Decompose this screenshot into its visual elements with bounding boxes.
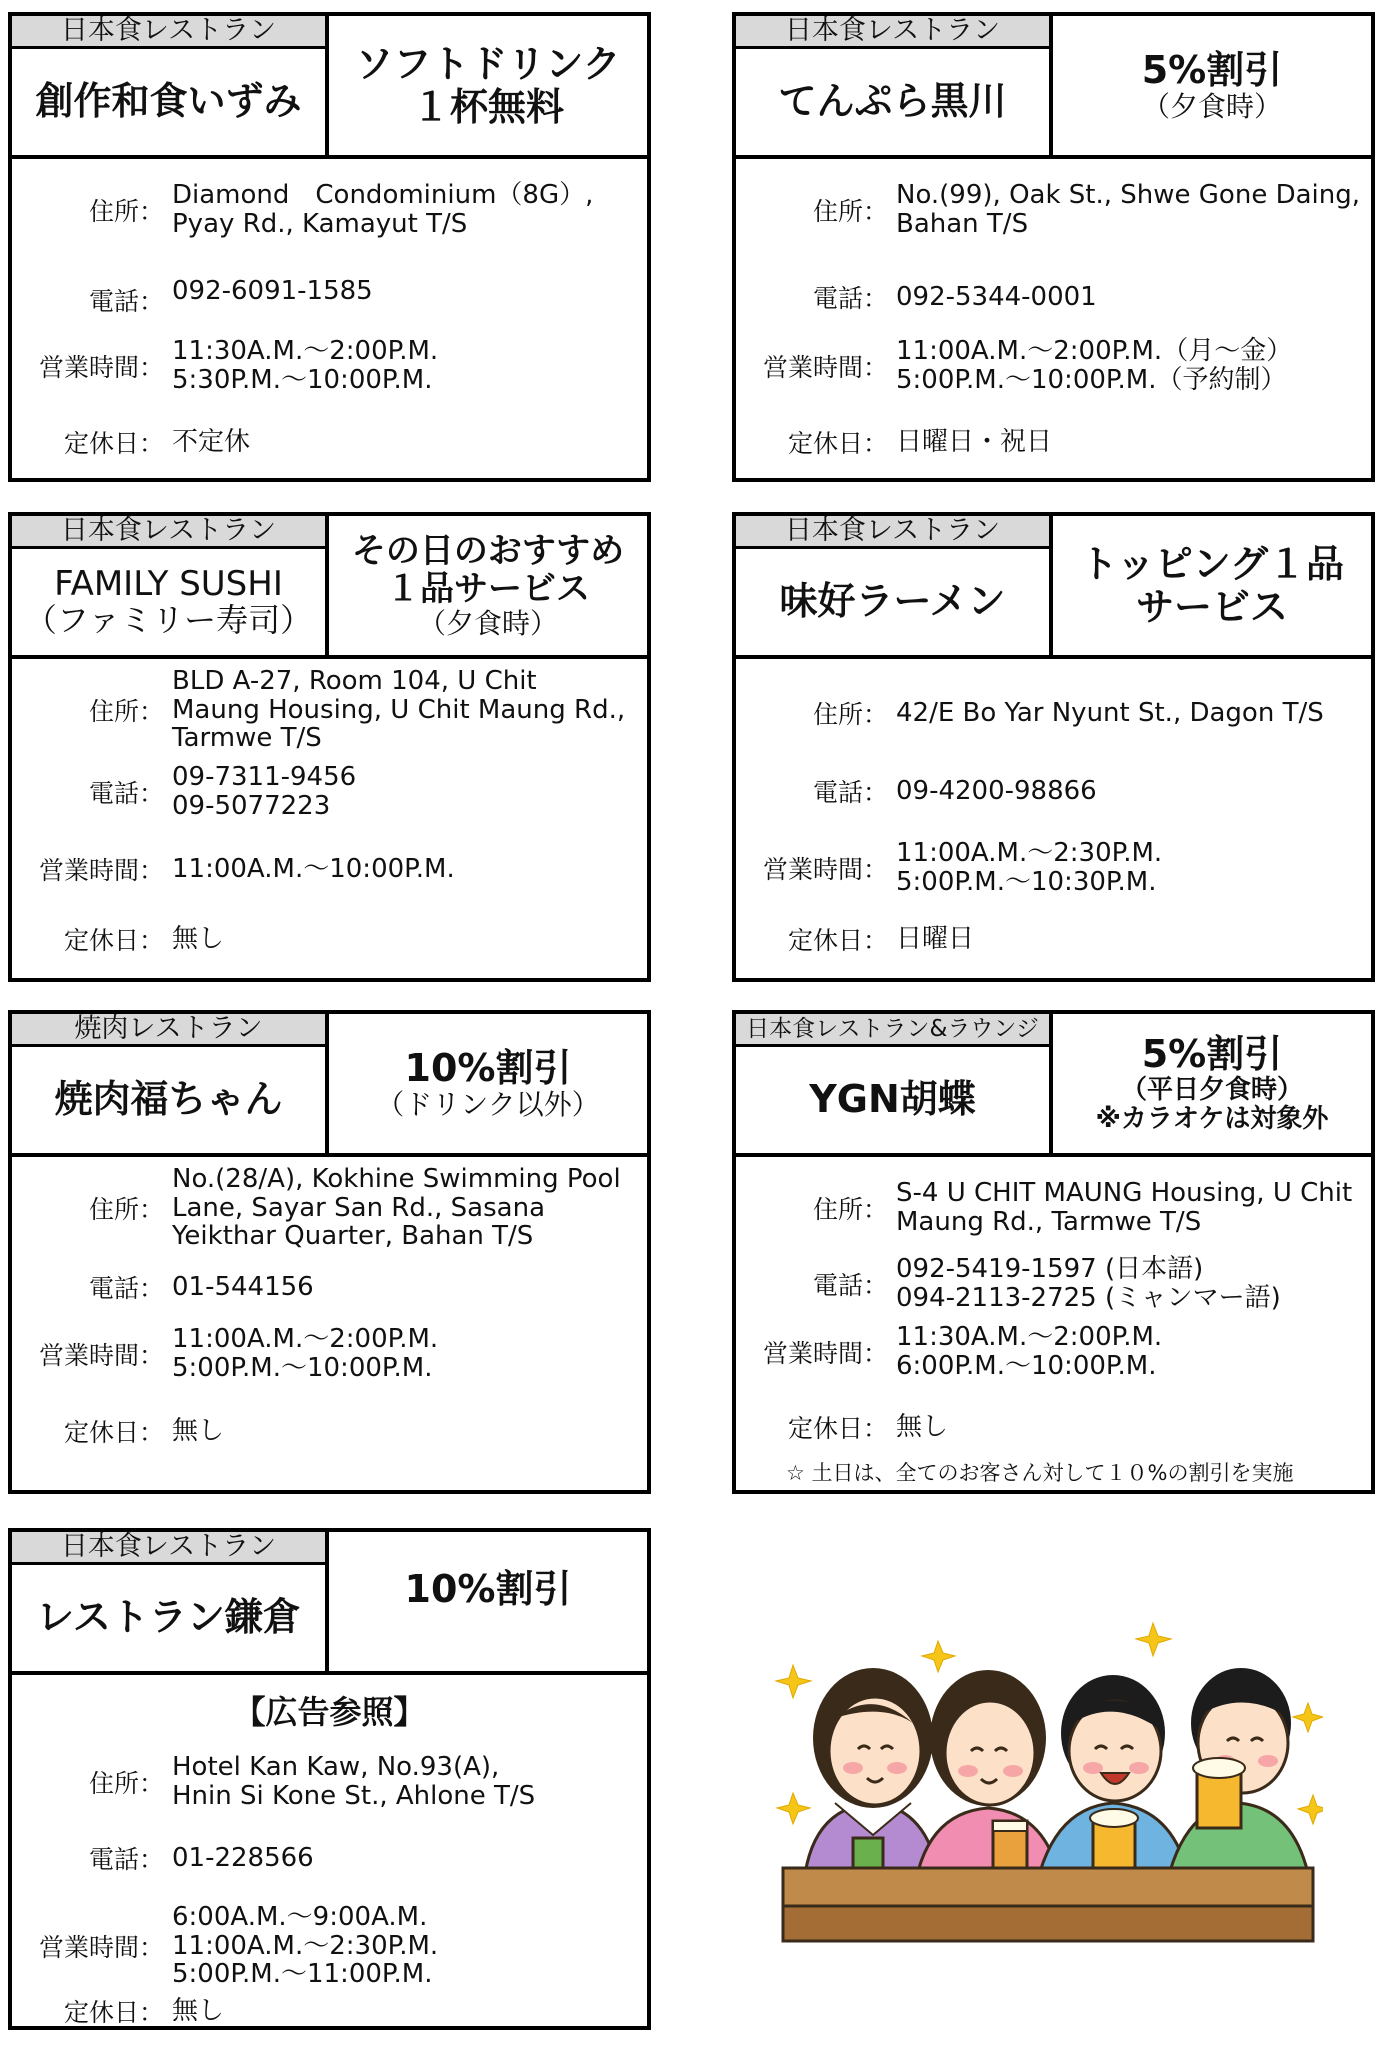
address-label: 住所： bbox=[812, 1194, 888, 1224]
holiday-label: 定休日： bbox=[63, 429, 164, 458]
restaurant-name: 創作和食いずみ bbox=[35, 79, 302, 124]
holiday-label: 定休日： bbox=[787, 429, 888, 458]
hours-label: 営業時間： bbox=[38, 856, 164, 885]
address-label: 住所： bbox=[88, 1768, 164, 1798]
offer-main: 5%割引 bbox=[1141, 47, 1283, 92]
address-value: No.(28/A), Kokhine Swimming Pool Lane, Sayar San Rd., Sasana Yeikthar Quarter, Bahan T/S bbox=[172, 1164, 621, 1252]
address-label: 住所： bbox=[812, 196, 888, 226]
offer-box bbox=[329, 1532, 647, 1671]
offer-main: その日のおすすめ １品サービス bbox=[351, 530, 625, 609]
address-value: No.(99), Oak St., Shwe Gone Daing, Bahan T/S bbox=[896, 180, 1361, 239]
offer-main: 10%割引 bbox=[404, 1045, 572, 1090]
holiday-value: 不定休 bbox=[172, 426, 251, 457]
address-value: Diamond Condominium（8G）, Pyay Rd., Kamayut T/S bbox=[172, 180, 594, 239]
holiday-value: 日曜日・祝日 bbox=[896, 426, 1053, 457]
hours-value: 11:00A.M.～2:00P.M.（月～金） 5:00P.M.～10:00P.M.（予約制） bbox=[896, 336, 1293, 395]
offer-box bbox=[329, 1014, 647, 1153]
offer-main: 10%割引 bbox=[404, 1567, 572, 1611]
restaurant-category: 日本食レストラン bbox=[736, 516, 1049, 549]
phone-value: 01-544156 bbox=[172, 1271, 314, 1302]
offer-main: トッピング１品 サービス bbox=[1079, 541, 1345, 629]
restaurant-category: 日本食レストラン bbox=[736, 16, 1049, 49]
hours-label: 営業時間： bbox=[762, 352, 888, 382]
address-label: 住所： bbox=[88, 1194, 164, 1224]
restaurant-category: 日本食レストラン bbox=[12, 516, 325, 549]
weekend-discount-note: ☆ 土日は、全てのお客さん対して１０%の割引を実施 bbox=[786, 1461, 1294, 1485]
address-value: BLD A-27, Room 104, U Chit Maung Housing, U Chit Maung Rd., Tarmwe T/S bbox=[172, 666, 626, 754]
hours-value: 11:30A.M.～2:00P.M. 6:00P.M.～10:00P.M. bbox=[896, 1322, 1163, 1381]
offer-box bbox=[1053, 516, 1371, 655]
address-label: 住所： bbox=[88, 196, 164, 226]
phone-value: 01-228566 bbox=[172, 1842, 314, 1873]
phone-label: 電話： bbox=[88, 778, 164, 808]
phone-label: 電話： bbox=[88, 287, 164, 316]
restaurant-name: YGN胡蝶 bbox=[809, 1077, 976, 1122]
phone-value: 092-5419-1597 (日本語) 094-2113-2725 (ミャンマー語) bbox=[896, 1254, 1281, 1313]
offer-sub: （夕食時） bbox=[1141, 90, 1282, 124]
phone-value: 09-7311-9456 09-5077223 bbox=[172, 762, 357, 821]
offer-sub: （平日夕食時） ※カラオケは対象外 bbox=[1095, 1074, 1329, 1134]
phone-label: 電話： bbox=[88, 1845, 164, 1874]
hours-label: 営業時間： bbox=[38, 1340, 164, 1370]
person-2 bbox=[913, 1670, 1063, 1898]
offer-box bbox=[1053, 16, 1371, 155]
restaurant-card-ajiyoshi-ramen bbox=[732, 512, 1375, 982]
restaurant-card-kurokawa bbox=[732, 12, 1375, 482]
phone-value: 092-5344-0001 bbox=[896, 281, 1097, 312]
address-label: 住所： bbox=[812, 700, 888, 729]
restaurant-card-family-sushi bbox=[8, 512, 651, 982]
phone-label: 電話： bbox=[812, 778, 888, 807]
ad-reference: 【広告参照】 bbox=[233, 1693, 426, 1731]
table bbox=[783, 1868, 1313, 1941]
restaurant-name-box bbox=[12, 549, 325, 655]
phone-label: 電話： bbox=[88, 1274, 164, 1303]
people-toasting-drinks-illustration bbox=[763, 1603, 1323, 1943]
offer-box bbox=[329, 516, 647, 655]
hours-label: 営業時間： bbox=[762, 854, 888, 884]
restaurant-name-sub: （ファミリー寿司） bbox=[24, 601, 313, 640]
holiday-label: 定休日： bbox=[63, 926, 164, 955]
hours-label: 営業時間： bbox=[38, 352, 164, 382]
restaurant-card-izumi bbox=[8, 12, 651, 482]
restaurant-name: FAMILY SUSHI bbox=[54, 563, 283, 604]
holiday-label: 定休日： bbox=[787, 926, 888, 955]
hours-value: 6:00A.M.～9:00A.M. 11:00A.M.～2:30P.M. 5:00P.M.～11:00P.M. bbox=[172, 1902, 439, 1990]
offer-main: 5%割引 bbox=[1141, 1032, 1283, 1077]
holiday-label: 定休日： bbox=[63, 1418, 164, 1447]
hours-value: 11:00A.M.～10:00P.M. bbox=[172, 853, 455, 884]
hours-label: 営業時間： bbox=[38, 1932, 164, 1962]
offer-box bbox=[1053, 1014, 1371, 1153]
hours-value: 11:30A.M.～2:00P.M. 5:30P.M.～10:00P.M. bbox=[172, 336, 439, 395]
restaurant-category: 焼肉レストラン bbox=[12, 1014, 325, 1047]
restaurant-name: 味好ラーメン bbox=[779, 579, 1006, 624]
address-label: 住所： bbox=[88, 696, 164, 726]
address-value: 42/E Bo Yar Nyunt St., Dagon T/S bbox=[896, 697, 1324, 728]
restaurant-category: 日本食レストラン&ラウンジ bbox=[736, 1014, 1049, 1047]
phone-value: 09-4200-98866 bbox=[896, 775, 1097, 806]
restaurant-category: 日本食レストラン bbox=[12, 1532, 325, 1565]
hours-value: 11:00A.M.～2:00P.M. 5:00P.M.～10:00P.M. bbox=[172, 1324, 439, 1383]
restaurant-name: レストラン鎌倉 bbox=[36, 1595, 301, 1640]
restaurant-card-kamakura bbox=[8, 1528, 651, 2030]
restaurant-category: 日本食レストラン bbox=[12, 16, 325, 49]
offer-box bbox=[329, 16, 647, 155]
offer-sub: （夕食時） bbox=[417, 606, 558, 640]
restaurant-name: 焼肉福ちゃん bbox=[54, 1077, 283, 1122]
holiday-value: 無し bbox=[172, 1415, 225, 1446]
holiday-label: 定休日： bbox=[63, 1998, 164, 2027]
holiday-label: 定休日： bbox=[787, 1414, 888, 1443]
restaurant-card-fukuchan bbox=[8, 1010, 651, 1494]
restaurant-name: てんぷら黒川 bbox=[778, 79, 1007, 124]
holiday-value: 無し bbox=[172, 1995, 225, 2026]
restaurant-card-ygn-kocho bbox=[732, 1010, 1375, 1494]
hours-label: 営業時間： bbox=[762, 1338, 888, 1368]
offer-main: ソフトドリンク １杯無料 bbox=[355, 41, 621, 129]
phone-label: 電話： bbox=[812, 284, 888, 313]
phone-label: 電話： bbox=[812, 1270, 888, 1300]
address-value: S-4 U CHIT MAUNG Housing, U Chit Maung Rd., Tarmwe T/S bbox=[896, 1178, 1353, 1237]
hours-value: 11:00A.M.～2:30P.M. 5:00P.M.～10:30P.M. bbox=[896, 838, 1163, 897]
address-value: Hotel Kan Kaw, No.93(A), Hnin Si Kone St., Ahlone T/S bbox=[172, 1752, 536, 1811]
holiday-value: 無し bbox=[896, 1411, 949, 1442]
holiday-value: 日曜日 bbox=[896, 923, 975, 954]
holiday-value: 無し bbox=[172, 923, 225, 954]
offer-sub: （ドリンク以外） bbox=[376, 1088, 600, 1122]
phone-value: 092-6091-1585 bbox=[172, 275, 373, 306]
